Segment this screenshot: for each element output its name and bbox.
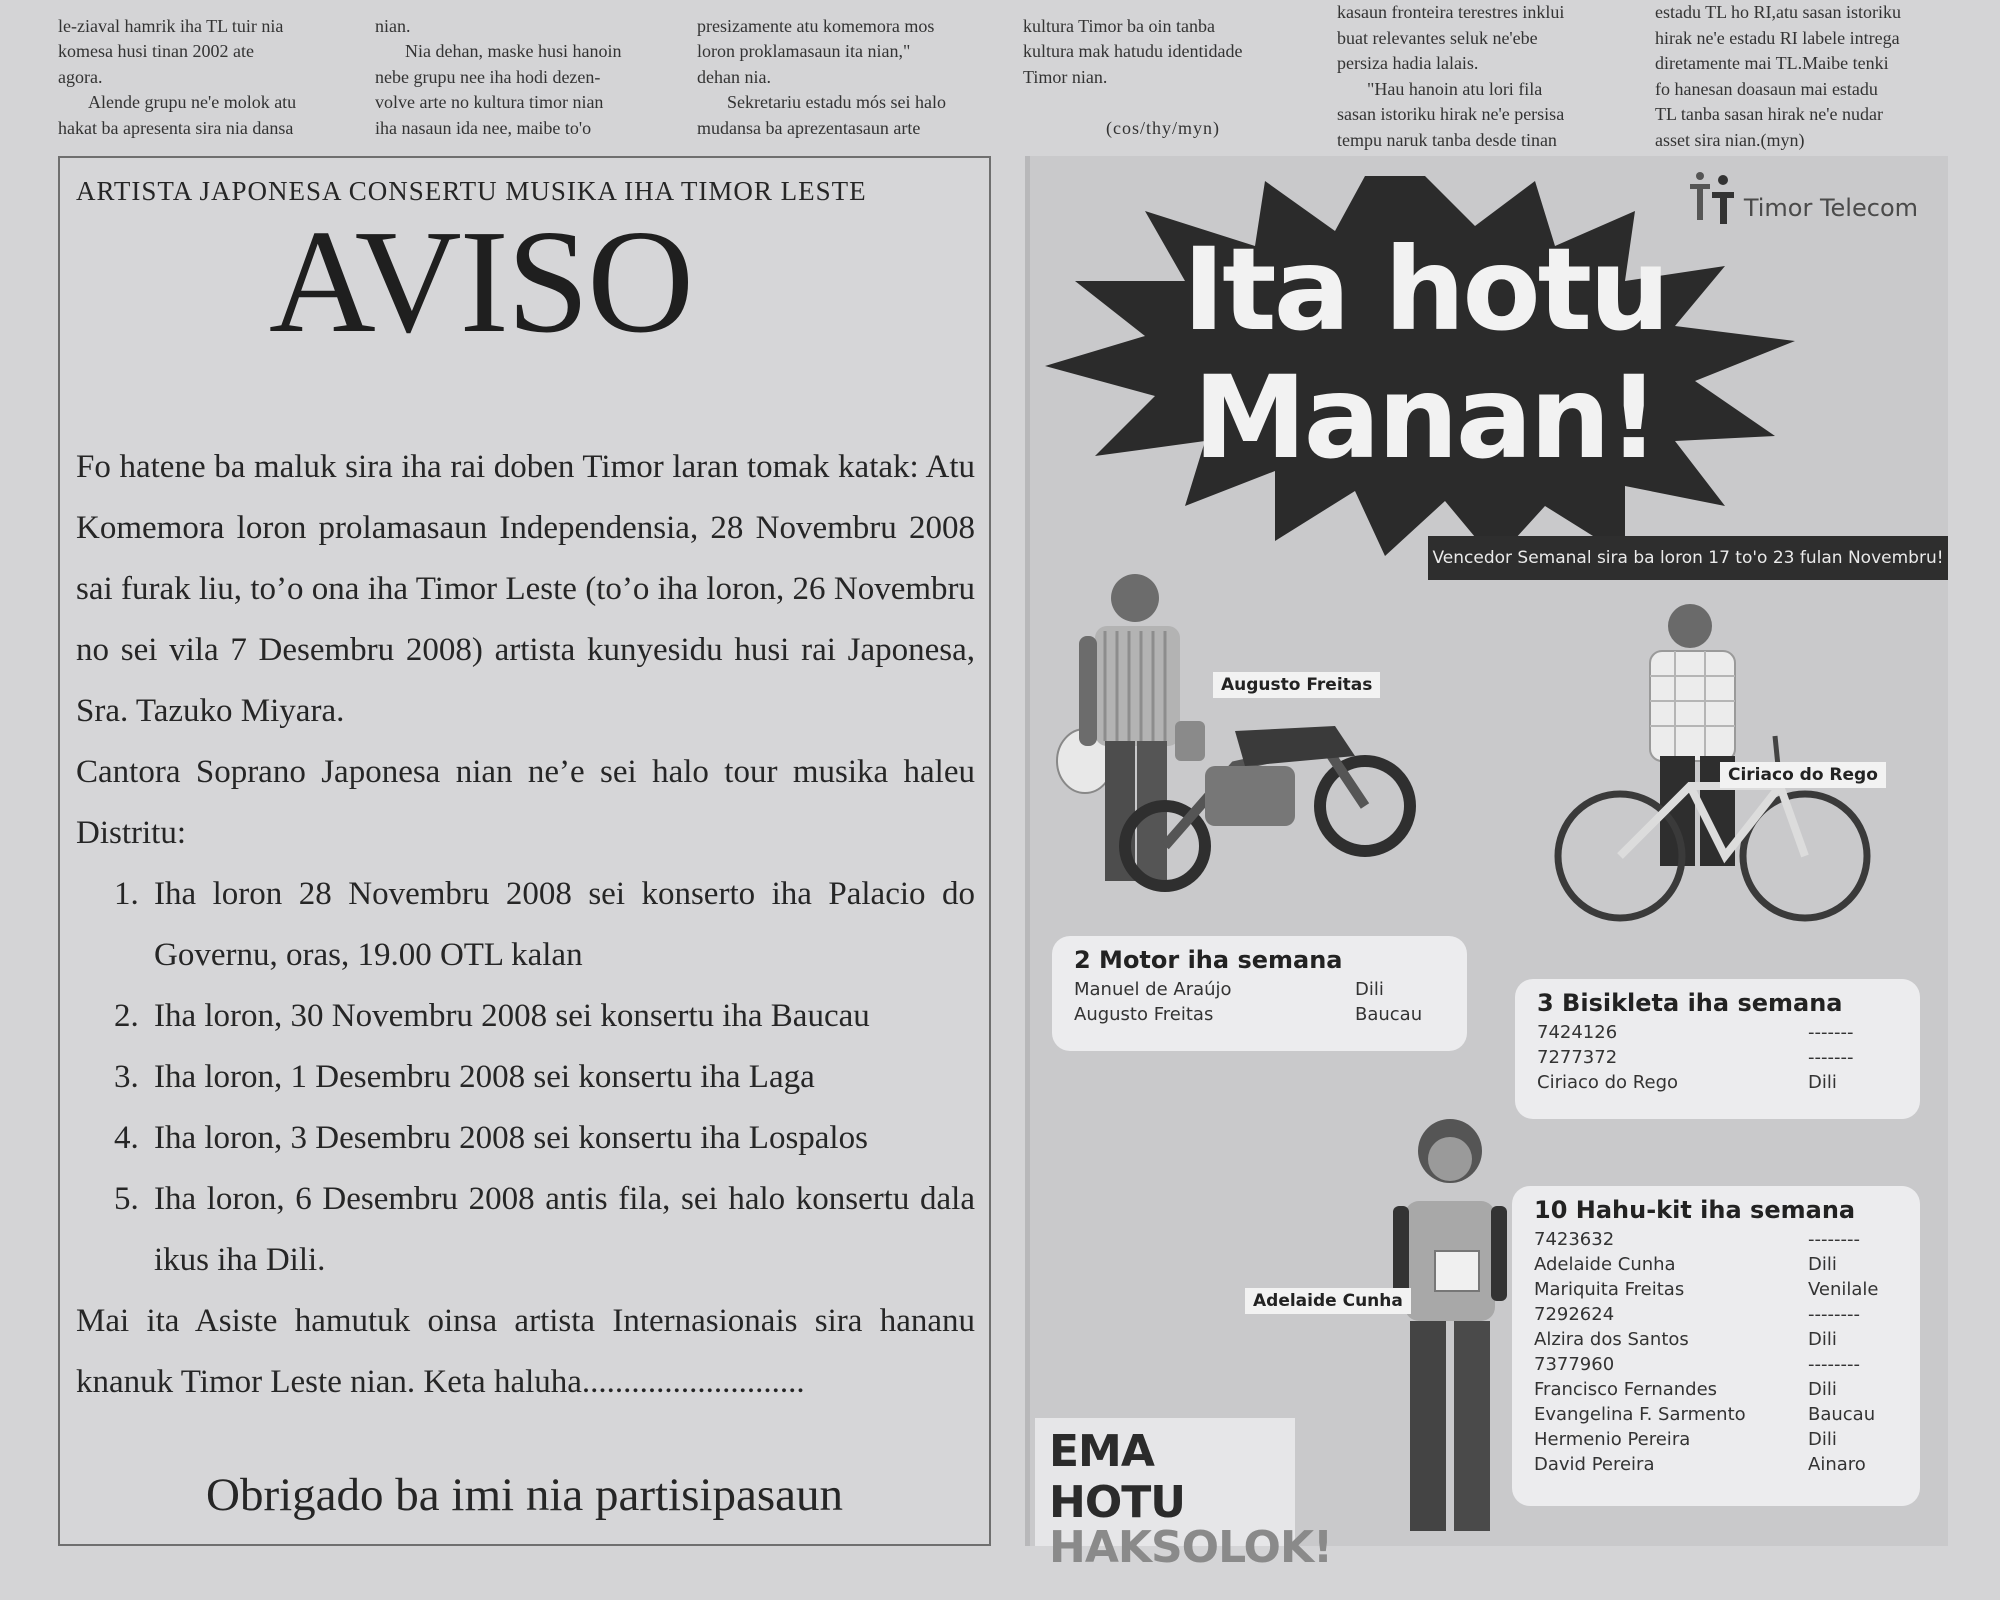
winner-name: 7292624 — [1534, 1304, 1615, 1325]
column-line — [697, 0, 989, 14]
concert-number: 5. — [114, 1181, 139, 1217]
column-line: fo hanesan doasaun mai estadu — [1655, 78, 1878, 99]
ad-headline — [1165, 223, 1685, 484]
winner-name: 7377960 — [1534, 1354, 1615, 1375]
winner-row — [1534, 1227, 1898, 1252]
winner-place: Dili — [1808, 1254, 1837, 1275]
kit-card-title: 10 Hahu-kit iha semana — [1534, 1196, 1856, 1224]
column-line: TL tanba sasan hirak ne'e nudar — [1655, 104, 1883, 124]
column-line: tempu naruk tanba desde tinan — [1337, 129, 1557, 150]
headline-line-2: Manan! — [1193, 351, 1657, 484]
concert-number: 3. — [114, 1059, 139, 1095]
column-line: loron proklamasaun ita nian," — [697, 41, 911, 61]
ad-slogan — [1035, 1418, 1333, 1573]
column-line — [375, 0, 663, 14]
concert-list — [114, 864, 975, 1291]
winner-row — [1074, 1002, 1445, 1027]
winner-place: Baucau — [1808, 1404, 1876, 1425]
column-line: Timor nian. — [1023, 66, 1108, 87]
winner-row — [1537, 1020, 1898, 1045]
winner-name: Francisco Fernandes — [1534, 1379, 1718, 1400]
aviso-thanks: Obrigado ba imi nia partisipasaun — [206, 1469, 843, 1521]
winner-place: Dili — [1808, 1329, 1837, 1350]
headline-line-1: Ita hotu — [1182, 223, 1668, 356]
kit-winners-card — [1512, 1186, 1920, 1506]
winner-name: Evangelina F. Sarmento — [1534, 1404, 1746, 1425]
kit-winner-photo — [1365, 1111, 1535, 1546]
winner-place: ------- — [1808, 1022, 1854, 1043]
winner-row — [1534, 1452, 1898, 1477]
motorbike-winner-photo — [1035, 516, 1435, 896]
column-line: hakat ba apresenta sira nia dansa — [58, 117, 294, 138]
winner-place: -------- — [1808, 1229, 1860, 1250]
winner-name: Alzira dos Santos — [1534, 1329, 1689, 1350]
winner-name: Augusto Freitas — [1074, 1004, 1214, 1025]
column-line: hirak ne'e estadu RI labele intrega — [1655, 27, 1900, 48]
motor-card-title: 2 Motor iha semana — [1074, 946, 1343, 974]
name-tag-ciriaco: Ciriaco do Rego — [1720, 762, 1886, 788]
timor-telecom-ad — [1025, 156, 1948, 1573]
column-line: le-ziaval hamrik iha TL tuir nia — [58, 15, 284, 36]
column-line: dehan nia. — [697, 66, 771, 87]
aviso-intro-2: Cantora Soprano Japonesa nian ne’e sei halo tour musika haleu Distritu: — [76, 754, 975, 851]
concert-number: 1. — [114, 876, 139, 912]
winner-name: Ciriaco do Rego — [1537, 1072, 1679, 1093]
column-line: asset sira nian.(myn) — [1655, 129, 1805, 150]
concert-number: 4. — [114, 1120, 139, 1156]
column-line — [1023, 90, 1303, 116]
column-line: diretamente mai TL.Maibe tenki — [1655, 53, 1889, 73]
bicycle-winners-card — [1515, 979, 1920, 1119]
winner-place: -------- — [1808, 1354, 1860, 1375]
column-line: volve arte no kultura timor nian — [375, 92, 604, 112]
article-column-2 — [375, 0, 663, 150]
name-tag-adelaide: Adelaide Cunha — [1245, 1288, 1411, 1314]
winner-row — [1534, 1377, 1898, 1402]
slogan-line-1: EMA HOTU — [1049, 1426, 1185, 1528]
aviso-title: AVISO — [268, 200, 693, 364]
winner-name: Hermenio Pereira — [1534, 1429, 1691, 1450]
column-line: sasan istoriku hirak ne'e persisa — [1337, 104, 1565, 124]
column-line — [1023, 0, 1303, 14]
winner-name: 7424126 — [1537, 1022, 1618, 1043]
article-column-6 — [1655, 0, 1945, 150]
winner-row — [1534, 1427, 1898, 1452]
concert-text: Iha loron, 3 Desembru 2008 sei konsertu iha Lospalos — [154, 1120, 868, 1156]
aviso-kicker: ARTISTA JAPONESA CONSERTU MUSIKA IHA TIMOR LESTE — [76, 176, 867, 206]
timor-telecom-brand — [1688, 170, 1918, 226]
winner-row — [1534, 1402, 1898, 1427]
motor-winners-card — [1052, 936, 1467, 1051]
winner-row — [1534, 1302, 1898, 1327]
article-column-3 — [697, 0, 989, 150]
winner-place: -------- — [1808, 1304, 1860, 1325]
winner-name: Mariquita Freitas — [1534, 1279, 1685, 1300]
column-line: Alende grupu ne'e molok atu — [88, 92, 297, 112]
aviso-body — [76, 437, 975, 1413]
article-byline: (cos/thy/myn) — [1106, 117, 1220, 138]
winner-place: Ainaro — [1808, 1454, 1866, 1475]
column-line: Sekretariu estadu mós sei halo — [727, 92, 946, 112]
winner-row — [1534, 1252, 1898, 1277]
winner-place: Dili — [1808, 1379, 1837, 1400]
concert-item — [114, 1108, 975, 1169]
article-column-4 — [1023, 0, 1303, 150]
winner-name: 7277372 — [1537, 1047, 1618, 1068]
winner-place: Venilale — [1808, 1279, 1879, 1300]
article-column-1 — [58, 0, 343, 150]
column-line: nian. — [375, 15, 411, 36]
winner-row — [1537, 1045, 1898, 1070]
column-line: mudansa ba aprezentasaun arte — [697, 117, 921, 138]
bicycle-card-title: 3 Bisikleta iha semana — [1537, 989, 1843, 1017]
column-line: komesa husi tinan 2002 ate — [58, 41, 254, 61]
winner-place: ------- — [1808, 1047, 1854, 1068]
column-line: Nia dehan, maske husi hanoin — [405, 41, 622, 61]
winner-place: Dili — [1808, 1072, 1837, 1093]
column-line: agora. — [58, 66, 103, 87]
winner-name: Manuel de Araújo — [1074, 979, 1232, 1000]
aviso-intro: Fo hatene ba maluk sira iha rai doben Timor laran tomak katak: Atu Komemora loron prolamasaun Independensia, 28 Novembru 2008 sai furak liu, to’o ona iha Timor Leste (to’o iha loron, 26 Novembru no sei vila 7 Desembru 2008) artista kunyesidu husi rai Japonesa, Sra. Tazuko Miyara. — [76, 449, 975, 729]
winner-row — [1534, 1327, 1898, 1352]
concert-number: 2. — [114, 998, 139, 1034]
winner-row — [1537, 1070, 1898, 1095]
concert-text: Iha loron, 6 Desembru 2008 antis fila, sei halo konsertu dala ikus iha Dili. — [154, 1181, 975, 1278]
winner-name: Adelaide Cunha — [1534, 1254, 1676, 1275]
winners-banner: Vencedor Semanal sira ba loron 17 to'o 23 fulan Novembru! — [1428, 536, 1948, 580]
aviso-closing: Mai ita Asiste hamutuk oinsa artista Internasionais sira hananu knanuk Timor Leste nian. Keta haluha........................... — [76, 1303, 975, 1400]
column-line: kultura mak hatudu identidade — [1023, 41, 1243, 61]
column-line: "Hau hanoin atu lori fila — [1367, 78, 1543, 99]
concert-item — [114, 1169, 975, 1291]
winner-place: Dili — [1808, 1429, 1837, 1450]
column-line: persiza hadia lalais. — [1337, 53, 1479, 73]
winner-name: David Pereira — [1534, 1454, 1655, 1475]
winner-row — [1534, 1277, 1898, 1302]
column-line: buat relevantes seluk ne'ebe — [1337, 27, 1538, 48]
concert-item — [114, 1047, 975, 1108]
name-tag-augusto: Augusto Freitas — [1213, 672, 1380, 698]
concert-text: Iha loron, 30 Novembru 2008 sei konsertu iha Baucau — [154, 998, 870, 1034]
winner-name: 7423632 — [1534, 1229, 1615, 1250]
winner-row — [1074, 977, 1445, 1002]
column-line: kasaun fronteira terestres inklui — [1337, 2, 1565, 22]
concert-item — [114, 986, 975, 1047]
column-line: presizamente atu komemora mos — [697, 15, 935, 36]
column-line: estadu TL ho RI,atu sasan istoriku — [1655, 2, 1901, 22]
concert-text: Iha loron 28 Novembru 2008 sei konserto iha Palacio do Governu, oras, 19.00 OTL kalan — [154, 876, 975, 973]
ad-border — [1025, 156, 1030, 1546]
brand-name: Timor Telecom — [1743, 194, 1918, 222]
winner-place: Dili — [1355, 979, 1384, 1000]
winner-place: Baucau — [1355, 1004, 1423, 1025]
column-line: kultura Timor ba oin tanba — [1023, 15, 1215, 36]
concert-item — [114, 864, 975, 986]
column-line — [58, 0, 343, 14]
article-column-5 — [1337, 0, 1622, 150]
slogan-line-2: HAKSOLOK! — [1049, 1522, 1333, 1573]
aviso-notice — [58, 156, 991, 1546]
timor-telecom-logo-icon — [1688, 170, 1736, 226]
column-line: iha nasaun ida nee, maibe to'o — [375, 117, 592, 138]
winner-row — [1534, 1352, 1898, 1377]
concert-text: Iha loron, 1 Desembru 2008 sei konsertu iha Laga — [154, 1059, 815, 1095]
column-line: nebe grupu nee iha hodi dezen- — [375, 66, 601, 87]
